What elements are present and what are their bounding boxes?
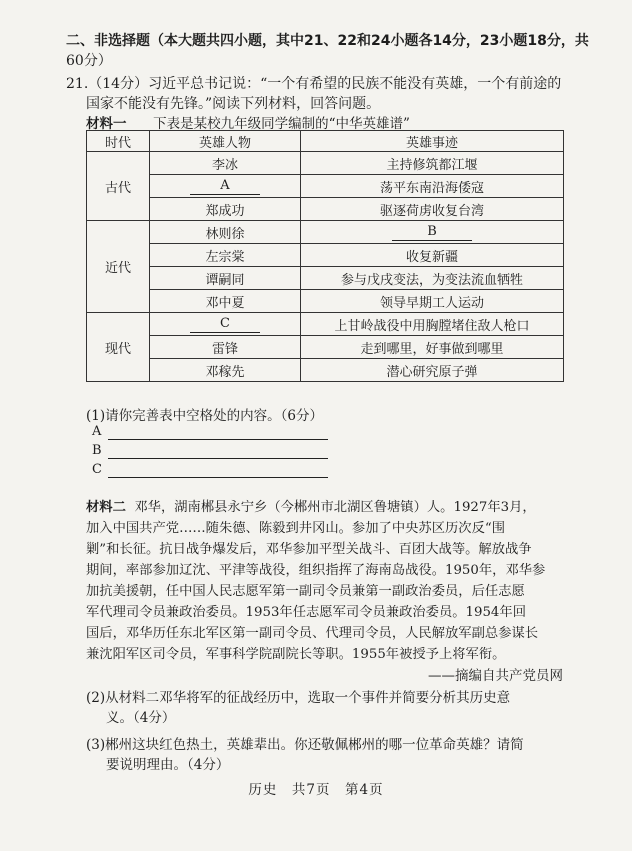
section-header-cont: 60分） xyxy=(66,53,112,69)
blank-a: A xyxy=(190,178,260,195)
deed-cell: 走到哪里，好事做到哪里 xyxy=(301,336,564,359)
hero-cell-blank-c xyxy=(150,313,301,336)
question-2-line2: 义。（4分） xyxy=(106,710,176,726)
deed-cell: 参与戊戌变法，为变法流血牺牲 xyxy=(301,267,564,290)
header-era: 时代 xyxy=(87,131,150,152)
question-3-line2: 要说明理由。（4分） xyxy=(106,757,230,773)
era-ancient: 古代 xyxy=(87,152,150,221)
q21-intro-line2: 国家不能没有先锋。”阅读下列材料，回答问题。 xyxy=(86,96,381,112)
answer-line-c[interactable] xyxy=(108,463,328,478)
question-1: (1)请你完善表中空格处的内容。（6分） xyxy=(86,408,323,424)
header-deed: 英雄事迹 xyxy=(301,131,564,152)
material2-label: 材料二 xyxy=(86,500,126,515)
table-row xyxy=(87,175,564,198)
hero-cell: 郑成功 xyxy=(150,198,301,221)
hero-cell: 雷锋 xyxy=(150,336,301,359)
table-row xyxy=(87,359,564,382)
material1-caption: 下表是某校九年级同学编制的“中华英雄谱” xyxy=(153,116,410,132)
answer-label-b: B xyxy=(92,443,102,458)
table-row xyxy=(87,267,564,290)
material2-line: 国后，邓华历任东北军区第一副司令员、代理司令员，人民解放军副总参谋长 xyxy=(86,626,539,641)
hero-cell: 邓稼先 xyxy=(150,359,301,382)
material2-line: 剿”和长征。抗日战争爆发后，邓华参加平型关战斗、百团大战等。解放战争 xyxy=(86,542,532,557)
table-row xyxy=(87,290,564,313)
deed-cell: 主持修筑都江堰 xyxy=(301,152,564,175)
hero-cell: 李冰 xyxy=(150,152,301,175)
material2-line: 兼沈阳军区司令员，军事科学院副院长等职。1955年被授予上将军衔。 xyxy=(86,647,506,662)
material2-line: 材料二 邓华，湖南郴县永宁乡（今郴州市北湖区鲁塘镇）人。1927年3月， xyxy=(86,500,536,515)
material2-line: 军代理司令员兼政治委员。1953年任志愿军司令员兼政治委员。1954年回 xyxy=(86,605,526,620)
question-2-line1: (2)从材料二邓华将军的征战经历中，选取一个事件并简要分析其历史意 xyxy=(86,690,511,706)
era-modern: 近代 xyxy=(87,221,150,313)
material2-line: 加入中国共产党……随朱德、陈毅到井冈山。参加了中央苏区历次反“围 xyxy=(86,521,506,536)
deed-cell: 荡平东南沿海倭寇 xyxy=(301,175,564,198)
hero-cell-blank-a xyxy=(150,175,301,198)
table-row xyxy=(87,221,564,244)
answer-label-c: C xyxy=(92,462,102,477)
era-contemporary: 现代 xyxy=(87,313,150,382)
deed-cell: 收复新疆 xyxy=(301,244,564,267)
question-3-line1: (3)郴州这块红色热土，英雄辈出。你还敬佩郴州的哪一位革命英雄？请简 xyxy=(86,737,524,753)
material1-heading xyxy=(86,112,410,132)
material2-source: ——摘编自共产党员网 xyxy=(428,668,563,684)
header-hero: 英雄人物 xyxy=(150,131,301,152)
deed-cell: 驱逐荷虏收复台湾 xyxy=(301,198,564,221)
hero-cell: 林则徐 xyxy=(150,221,301,244)
table-row xyxy=(87,198,564,221)
table-row xyxy=(87,152,564,175)
hero-cell: 左宗棠 xyxy=(150,244,301,267)
table-header-row xyxy=(87,131,564,152)
hero-table xyxy=(86,130,564,382)
answer-line-b[interactable] xyxy=(108,444,328,459)
section-header xyxy=(66,30,589,50)
material2-line: 期间，率部参加辽沈、平津等战役，组织指挥了海南岛战役。1950年，邓华参 xyxy=(86,563,546,578)
blank-c: C xyxy=(190,316,260,333)
deed-cell: 领导早期工人运动 xyxy=(301,290,564,313)
answer-label-a: A xyxy=(92,424,102,439)
hero-cell: 邓中夏 xyxy=(150,290,301,313)
answer-line-a[interactable] xyxy=(108,425,328,440)
table-row xyxy=(87,336,564,359)
blank-b: B xyxy=(392,224,472,241)
material1-label: 材料一 xyxy=(86,116,127,132)
hero-cell: 谭嗣同 xyxy=(150,267,301,290)
q21-intro-line1: 21.（14分）习近平总书记说：“一个有希望的民族不能没有英雄，一个有前途的 xyxy=(66,76,562,92)
section-header-text: 二、非选择题（本大题共四小题，其中21、22和24小题各14分，23小题18分，共 xyxy=(66,33,589,49)
table-row xyxy=(87,244,564,267)
page-footer: 历史 共7页 第4页 xyxy=(248,782,384,798)
material2-line: 加抗美援朝，任中国人民志愿军第一副司令员兼第一副政治委员，后任志愿 xyxy=(86,584,525,599)
table-row xyxy=(87,313,564,336)
deed-cell-blank-b xyxy=(301,221,564,244)
deed-cell: 上甘岭战役中用胸膛堵住敌人枪口 xyxy=(301,313,564,336)
deed-cell: 潜心研究原子弹 xyxy=(301,359,564,382)
material2-passage xyxy=(86,497,566,665)
